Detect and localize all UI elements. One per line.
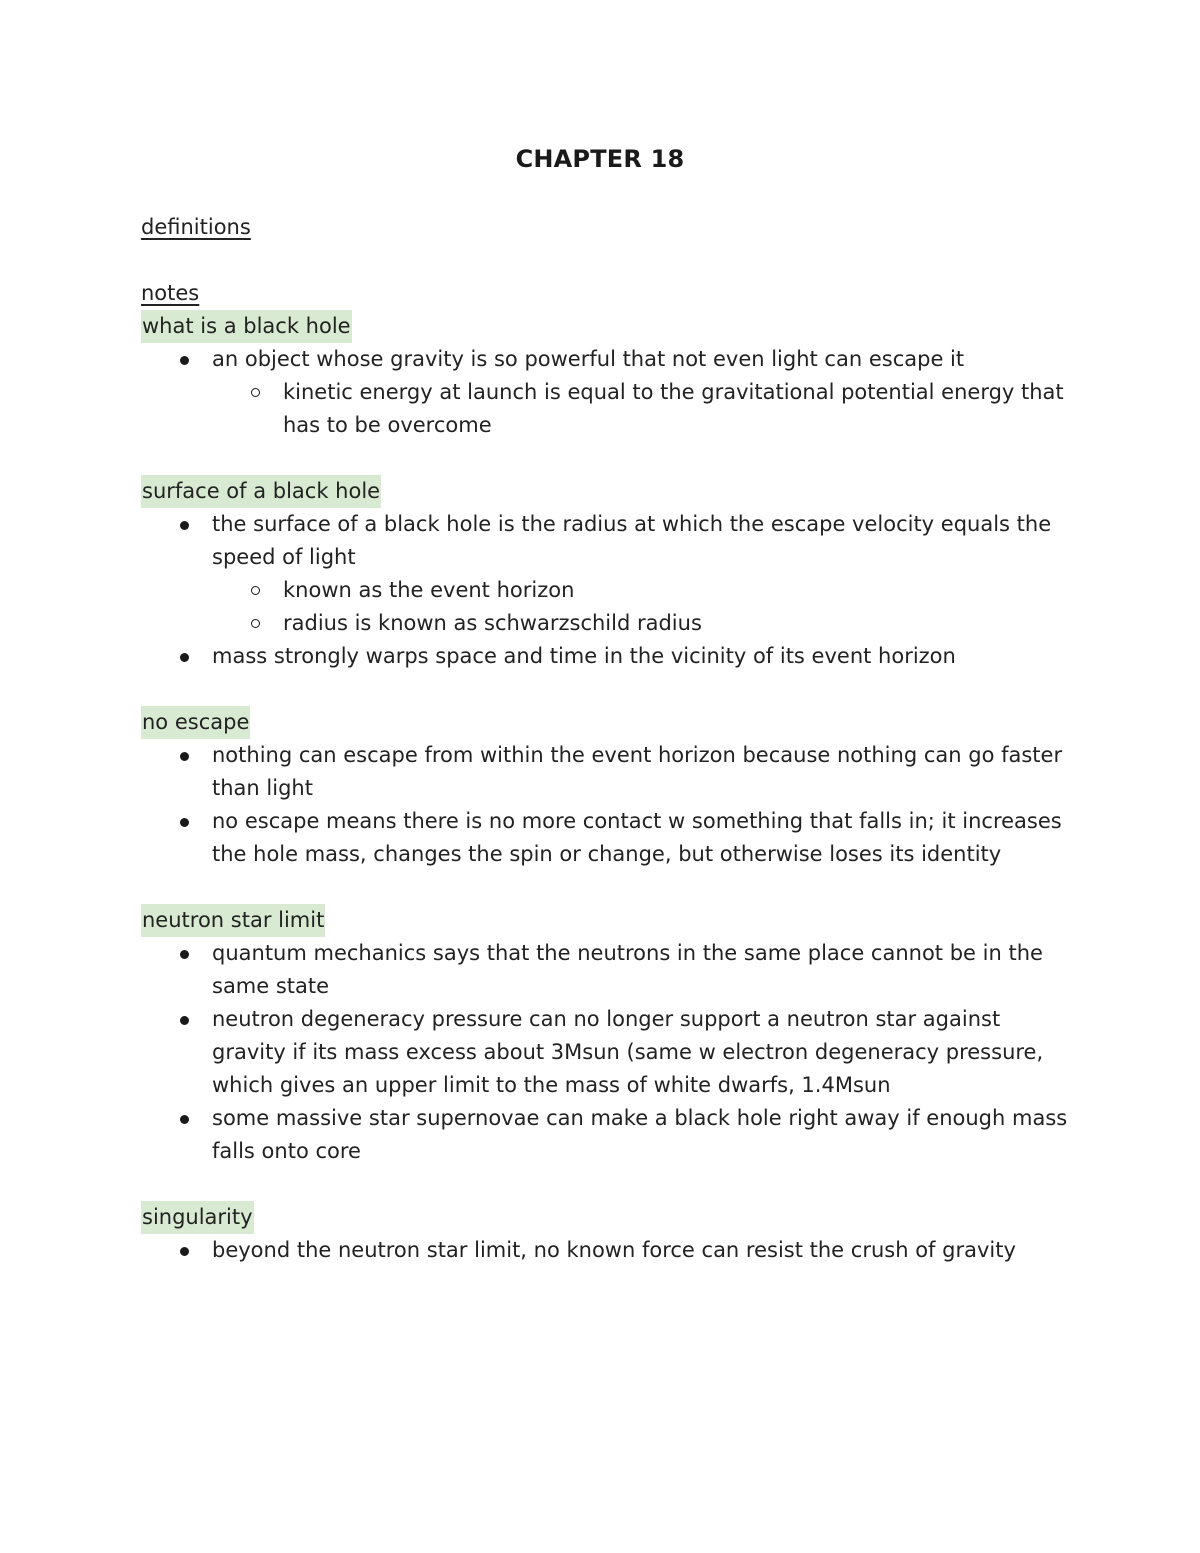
bullet-text: quantum mechanics says that the neutrons in the same place cannot be in the same state [212, 941, 1043, 998]
list-item [141, 937, 1071, 1003]
bullet-text: some massive star supernovae can make a black hole right away if enough mass falls onto core [212, 1106, 1068, 1163]
list-item [141, 343, 1071, 442]
section-no-escape [141, 706, 1071, 871]
sub-bullet-list [212, 574, 1071, 640]
section-what-is-a-black-hole [141, 310, 1071, 442]
sub-bullet-list [212, 376, 1071, 442]
section-singularity [141, 1201, 1071, 1267]
sub-bullet-text: radius is known as schwarzschild radius [283, 611, 702, 635]
notes-content [141, 211, 1071, 1267]
spacer [141, 673, 1071, 706]
bullet-text: no escape means there is no more contact w something that falls in; it increases the hole mass, changes the spin or change, but otherwise loses its identity [212, 809, 1062, 866]
spacer [141, 871, 1071, 904]
section-heading: singularity [141, 1201, 254, 1234]
section-heading: surface of a black hole [141, 475, 381, 508]
bullet-text: nothing can escape from within the event horizon because nothing can go faster than light [212, 743, 1063, 800]
list-item [141, 508, 1071, 640]
list-item [141, 1102, 1071, 1168]
list-item [141, 1003, 1071, 1102]
list-item [141, 739, 1071, 805]
section-neutron-star-limit [141, 904, 1071, 1168]
bullet-list [141, 937, 1071, 1168]
bullet-text: mass strongly warps space and time in the vicinity of its event horizon [212, 644, 956, 668]
bullet-text: the surface of a black hole is the radius at which the escape velocity equals the speed of light [212, 512, 1052, 569]
bullet-list [141, 739, 1071, 871]
bullet-text: neutron degeneracy pressure can no longer support a neutron star against gravity if its mass excess about 3Msun (same w electron degeneracy pressure, which gives an upper limit to the mass of white dwarfs, 1.4Msun [212, 1007, 1044, 1097]
sub-list-item [212, 574, 1071, 607]
bullet-text: an object whose gravity is so powerful that not even light can escape it [212, 347, 965, 371]
notes-label-row [141, 277, 1071, 310]
spacer [141, 1168, 1071, 1201]
section-heading: no escape [141, 706, 250, 739]
section-heading: what is a black hole [141, 310, 352, 343]
list-item [141, 640, 1071, 673]
bullet-list [141, 343, 1071, 442]
notes-label: notes [141, 281, 200, 305]
spacer [141, 244, 1071, 277]
section-heading: neutron star limit [141, 904, 325, 937]
page-title: CHAPTER 18 [515, 145, 685, 173]
list-item [141, 1234, 1071, 1267]
bullet-text: beyond the neutron star limit, no known force can resist the crush of gravity [212, 1238, 1016, 1262]
spacer [141, 442, 1071, 475]
list-item [141, 805, 1071, 871]
definitions-label-row [141, 211, 1071, 244]
sub-list-item [212, 376, 1071, 442]
section-surface-of-a-black-hole [141, 475, 1071, 673]
definitions-label: definitions [141, 215, 251, 239]
bullet-list [141, 1234, 1071, 1267]
sub-bullet-text: known as the event horizon [283, 578, 575, 602]
sub-bullet-text: kinetic energy at launch is equal to the gravitational potential energy that has to be overcome [283, 380, 1064, 437]
bullet-list [141, 508, 1071, 673]
sub-list-item [212, 607, 1071, 640]
